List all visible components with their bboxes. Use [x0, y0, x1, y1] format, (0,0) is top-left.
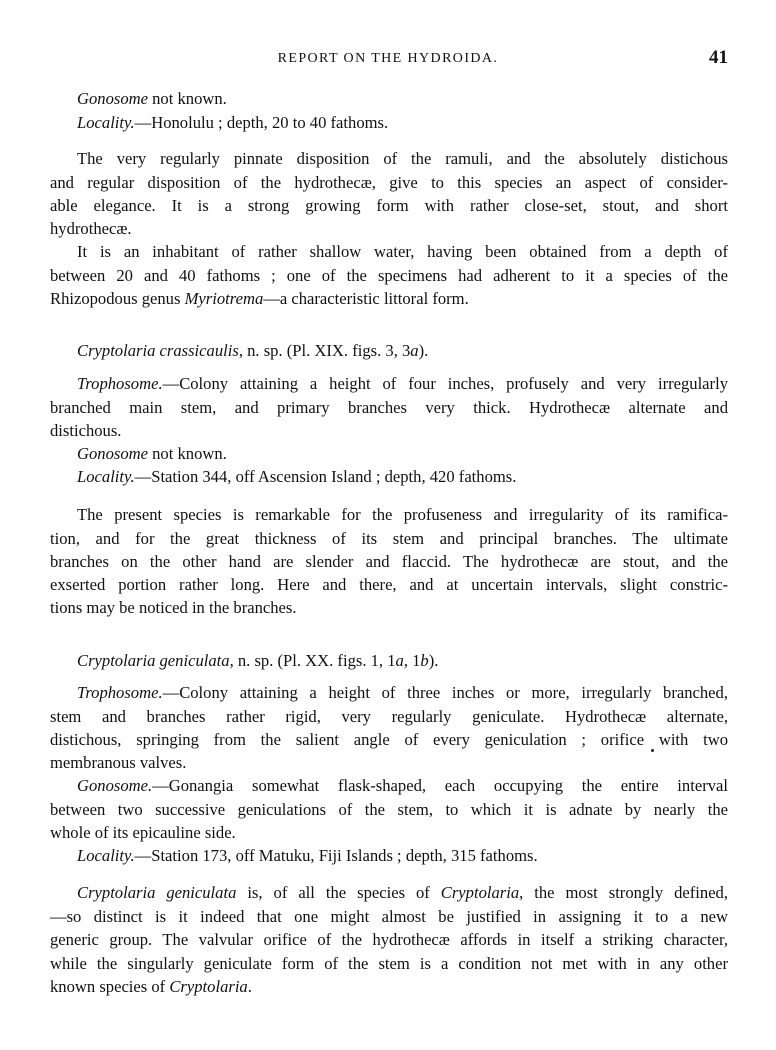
locality-text: —Station 344, off Ascension Island ; depth, 420 fathoms. — [134, 467, 517, 486]
trophosome-line3: distichous, springing from the salient angle of every geniculation ; orifice with two — [50, 730, 728, 749]
para1-line7-end: —a characteristic littoral form. — [263, 289, 469, 308]
gonosome-label: Gonosome — [77, 89, 148, 108]
species-heading-geniculata — [77, 650, 728, 672]
plate-reference-mid: , 1 — [403, 651, 421, 670]
trophosome-line1 — [77, 682, 728, 704]
gonosome-line — [77, 88, 728, 110]
plate-reference-letter: b — [420, 651, 429, 670]
para1-line2: and regular disposition of the hydrothecæ, give to this species an aspect of consider- — [50, 173, 728, 192]
species-name-inline: Cryptolaria geniculata — [77, 883, 237, 902]
genus-myriotrema: Myriotrema — [184, 289, 264, 308]
para1-line1: The very regularly pinnate disposition of the ramuli, and the absolutely distichous — [77, 149, 728, 168]
gonosome-label: Gonosome — [77, 444, 148, 463]
para1-line6: between 20 and 40 fathoms ; one of the specimens had adherent to it a species of the — [50, 266, 728, 285]
locality-line — [77, 845, 728, 867]
locality-label: Locality. — [77, 113, 135, 132]
page-number: 41 — [709, 47, 728, 68]
gonosome-text: not known. — [147, 444, 227, 463]
locality-label: Locality. — [77, 846, 135, 865]
trophosome-text: —Colony attaining a height of three inches or more, irregularly branched, — [162, 683, 728, 702]
gonosome-line1 — [77, 775, 728, 797]
species-name: Cryptolaria geniculata — [77, 651, 230, 670]
trophosome-line1 — [77, 373, 728, 395]
para3-line3: generic group. The valvular orifice of the hydrothecæ affords in itself a striking character, — [50, 930, 728, 949]
locality-label: Locality. — [77, 467, 135, 486]
trophosome-line2: stem and branches rather rigid, very regularly geniculate. Hydrothecæ alternate, — [50, 707, 728, 726]
locality-text: —Honolulu ; depth, 20 to 40 fathoms. — [134, 113, 389, 132]
species-heading-crassicaulis — [77, 340, 728, 362]
para2-line1: The present species is remarkable for the profuseness and irregularity of its ramifica- — [77, 505, 728, 524]
gonosome-text: —Gonangia somewhat flask-shaped, each occupying the entire interval — [152, 776, 728, 795]
gonosome-line2: between two successive geniculations of the stem, to which it is adnate by nearly the — [50, 800, 728, 819]
plate-reference: , n. sp. (Pl. XX. figs. 1, 1 — [229, 651, 396, 670]
plate-reference-end: ). — [418, 341, 429, 360]
plate-reference: , n. sp. (Pl. XIX. figs. 3, 3 — [238, 341, 411, 360]
trophosome-line3: distichous. — [50, 421, 122, 440]
para3-text: . — [247, 977, 252, 996]
trophosome-text: —Colony attaining a height of four inches, profusely and very irregularly — [162, 374, 728, 393]
locality-line — [77, 112, 728, 134]
para2-line3: branches on the other hand are slender and flaccid. The hydrothecæ are stout, and the — [50, 552, 728, 571]
para2-line2: tion, and for the great thickness of its stem and principal branches. The ultimate — [50, 529, 728, 548]
genus-inline: Cryptolaria — [440, 883, 520, 902]
running-header — [48, 47, 728, 71]
plate-reference-end: ). — [428, 651, 439, 670]
para3-text: known species of — [50, 977, 170, 996]
trophosome-line4: membranous valves. — [50, 753, 187, 772]
para3-line2: —so distinct is it indeed that one might almost be justified in assigning it to a new — [50, 907, 728, 926]
gonosome-label: Gonosome. — [77, 776, 153, 795]
para1-line3: able elegance. It is a strong growing form with rather close-set, stout, and short — [50, 196, 728, 215]
para1-line7-start: Rhizopodous genus — [50, 289, 185, 308]
locality-text: —Station 173, off Matuku, Fiji Islands ; depth, 315 fathoms. — [134, 846, 538, 865]
para3-text: , the most strongly defined, — [519, 883, 729, 902]
trophosome-label: Trophosome. — [77, 683, 163, 702]
gonosome-line — [77, 443, 728, 465]
locality-line — [77, 466, 728, 488]
plate-reference-letter: a — [410, 341, 419, 360]
species-name: Cryptolaria crassicaulis — [77, 341, 239, 360]
gonosome-text: not known. — [147, 89, 227, 108]
genus-inline: Cryptolaria — [169, 977, 248, 996]
para2-line4: exserted portion rather long. Here and there, and at uncertain intervals, slight constric- — [50, 575, 728, 594]
gonosome-line3: whole of its epicauline side. — [50, 823, 236, 842]
plate-reference-letter: a — [395, 651, 404, 670]
para3-line4: while the singularly geniculate form of the stem is a condition not met with in any other — [50, 954, 728, 973]
trophosome-label: Trophosome. — [77, 374, 163, 393]
para3-line5 — [50, 976, 728, 998]
trophosome-line2: branched main stem, and primary branches very thick. Hydrothecæ alternate and — [50, 398, 728, 417]
para3-text: is, of all the species of — [236, 883, 441, 902]
running-title: REPORT ON THE HYDROIDA. — [277, 51, 499, 66]
para3-line1 — [77, 882, 728, 904]
para1-line4: hydrothecæ. — [50, 219, 132, 238]
para1-line7 — [50, 288, 728, 310]
para2-line5: tions may be noticed in the branches. — [50, 598, 297, 617]
para1-line5: It is an inhabitant of rather shallow water, having been obtained from a depth of — [77, 242, 728, 261]
